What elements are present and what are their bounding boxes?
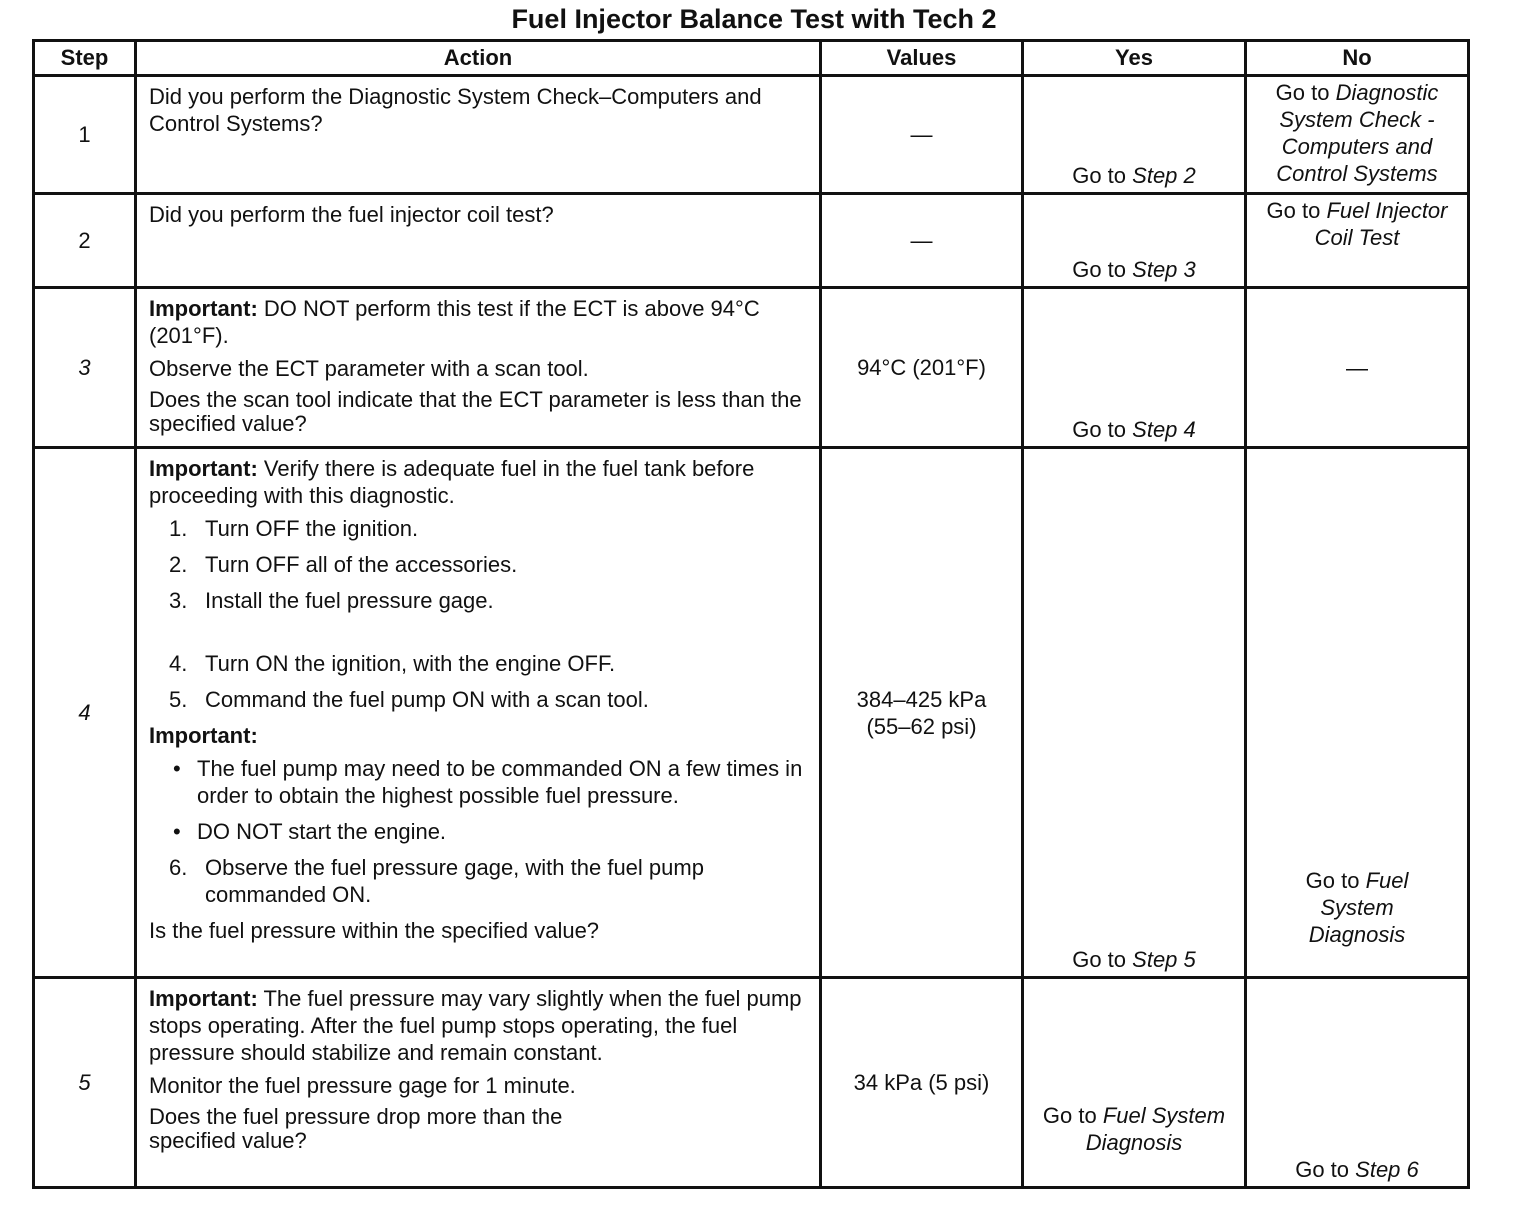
action-cell bbox=[136, 76, 821, 194]
go-to-prefix: Go to bbox=[1072, 417, 1127, 442]
yes-cell bbox=[1023, 76, 1246, 194]
no-cell bbox=[1246, 978, 1469, 1188]
document-title: Fuel Injector Balance Test with Tech 2 bbox=[511, 4, 997, 34]
important-note bbox=[149, 295, 811, 349]
procedure-reference: Fuel System Diagnosis bbox=[1308, 868, 1409, 947]
yes-cell bbox=[1023, 448, 1246, 978]
column-header-action: Action bbox=[136, 41, 821, 76]
list-item: 4. Turn ON the ignition, with the engine OFF. bbox=[169, 651, 616, 676]
no-cell bbox=[1246, 194, 1469, 288]
no-value-dash: — bbox=[1346, 355, 1368, 380]
value-line: (55–62 psi) bbox=[866, 713, 977, 739]
value-cell: — bbox=[821, 194, 1023, 288]
step-number: 1 bbox=[34, 76, 136, 194]
action-text: Did you perform the fuel injector coil test? bbox=[149, 202, 554, 227]
go-to-prefix: Go to bbox=[1295, 1157, 1350, 1182]
no-link[interactable] bbox=[1247, 195, 1467, 251]
important-label: Important: bbox=[149, 986, 258, 1011]
procedure-reference: Diagnostic System Check - Computers and Control Systems bbox=[1276, 80, 1439, 186]
column-header-values: Values bbox=[821, 41, 1023, 76]
go-to-prefix: Go to bbox=[1072, 257, 1127, 282]
yes-link[interactable] bbox=[1024, 256, 1244, 283]
value-cell: 34 kPa (5 psi) bbox=[821, 978, 1023, 1188]
yes-link[interactable] bbox=[1024, 416, 1244, 443]
procedure-reference: Fuel System Diagnosis bbox=[1085, 1103, 1226, 1155]
action-question: Does the fuel pressure drop more than the specified value? bbox=[149, 1104, 563, 1153]
action-cell bbox=[136, 448, 821, 978]
important-text: DO NOT perform this test if the ECT is above 94°C (201°F). bbox=[149, 296, 760, 348]
action-question: Does the scan tool indicate that the ECT parameter is less than the specified value? bbox=[149, 387, 802, 436]
step-number: 4 bbox=[34, 448, 136, 978]
list-item: 2. Turn OFF all of the accessories. bbox=[169, 552, 518, 577]
go-to-prefix: Go to bbox=[1266, 198, 1321, 223]
step-reference: Step 3 bbox=[1132, 257, 1196, 282]
action-text: Monitor the fuel pressure gage for 1 minute. bbox=[149, 1073, 576, 1098]
no-link[interactable] bbox=[1247, 867, 1467, 948]
table-row bbox=[34, 288, 1469, 448]
no-link[interactable] bbox=[1247, 1156, 1467, 1183]
list-item: 6. Observe the fuel pressure gage, with the fuel pump commanded ON. bbox=[169, 855, 704, 907]
procedure-reference: Fuel Injector Coil Test bbox=[1314, 198, 1448, 250]
action-text: Did you perform the Diagnostic System Check–Computers and Control Systems? bbox=[149, 84, 762, 136]
step-reference: Step 2 bbox=[1132, 163, 1196, 188]
action-cell bbox=[136, 978, 821, 1188]
important-note bbox=[149, 455, 811, 509]
step-number: 5 bbox=[34, 978, 136, 1188]
list-item: 1. Turn OFF the ignition. bbox=[169, 516, 419, 541]
important-text: Verify there is adequate fuel in the fuel tank before proceeding with this diagnostic. bbox=[149, 456, 755, 508]
yes-cell bbox=[1023, 288, 1246, 448]
value-cell: — bbox=[821, 76, 1023, 194]
column-header-yes: Yes bbox=[1023, 41, 1246, 76]
list-item: • The fuel pump may need to be commanded ON a few times in order to obtain the highest possible fuel pressure. bbox=[173, 756, 803, 808]
procedure-steps bbox=[149, 854, 811, 908]
important-note bbox=[149, 985, 811, 1066]
step-number: 2 bbox=[34, 194, 136, 288]
important-label: Important: bbox=[149, 456, 258, 481]
procedure-steps bbox=[149, 515, 811, 713]
action-question: Is the fuel pressure within the specified value? bbox=[149, 918, 600, 943]
table-row bbox=[34, 76, 1469, 194]
action-cell bbox=[136, 194, 821, 288]
important-label: Important: bbox=[149, 723, 258, 748]
value-cell: 94°C (201°F) bbox=[821, 288, 1023, 448]
no-cell bbox=[1246, 448, 1469, 978]
table-row bbox=[34, 978, 1469, 1188]
action-cell bbox=[136, 288, 821, 448]
no-link[interactable] bbox=[1247, 77, 1467, 187]
step-reference: Step 4 bbox=[1132, 417, 1196, 442]
go-to-prefix: Go to bbox=[1305, 868, 1360, 893]
yes-cell bbox=[1023, 194, 1246, 288]
column-header-no: No bbox=[1246, 41, 1469, 76]
action-text: Observe the ECT parameter with a scan tool. bbox=[149, 356, 589, 381]
go-to-prefix: Go to bbox=[1042, 1103, 1097, 1128]
yes-link[interactable] bbox=[1024, 162, 1244, 189]
diagnostic-table bbox=[32, 39, 1470, 1189]
table-row bbox=[34, 448, 1469, 978]
important-bullets bbox=[149, 755, 811, 845]
list-item: 3. Install the fuel pressure gage. bbox=[169, 588, 494, 613]
yes-cell bbox=[1023, 978, 1246, 1188]
go-to-prefix: Go to bbox=[1275, 80, 1330, 105]
yes-link[interactable] bbox=[1024, 946, 1244, 973]
no-cell bbox=[1246, 288, 1469, 448]
list-item: • DO NOT start the engine. bbox=[173, 819, 447, 844]
go-to-prefix: Go to bbox=[1072, 163, 1127, 188]
value-cell bbox=[821, 448, 1023, 978]
list-item: 5. Command the fuel pump ON with a scan tool. bbox=[169, 687, 649, 712]
table-header-row bbox=[34, 41, 1469, 76]
step-number: 3 bbox=[34, 288, 136, 448]
value-line: 384–425 kPa bbox=[856, 686, 987, 712]
column-header-step: Step bbox=[34, 41, 136, 76]
go-to-prefix: Go to bbox=[1072, 947, 1127, 972]
no-cell bbox=[1246, 76, 1469, 194]
table-row bbox=[34, 194, 1469, 288]
yes-link[interactable] bbox=[1024, 1102, 1244, 1156]
important-text: The fuel pressure may vary slightly when the fuel pump stops operating. After the fuel pump stops operating, the fuel pressure should stabilize and remain constant. bbox=[149, 986, 802, 1065]
important-label: Important: bbox=[149, 296, 258, 321]
step-reference: Step 5 bbox=[1132, 947, 1196, 972]
step-reference: Step 6 bbox=[1355, 1157, 1419, 1182]
